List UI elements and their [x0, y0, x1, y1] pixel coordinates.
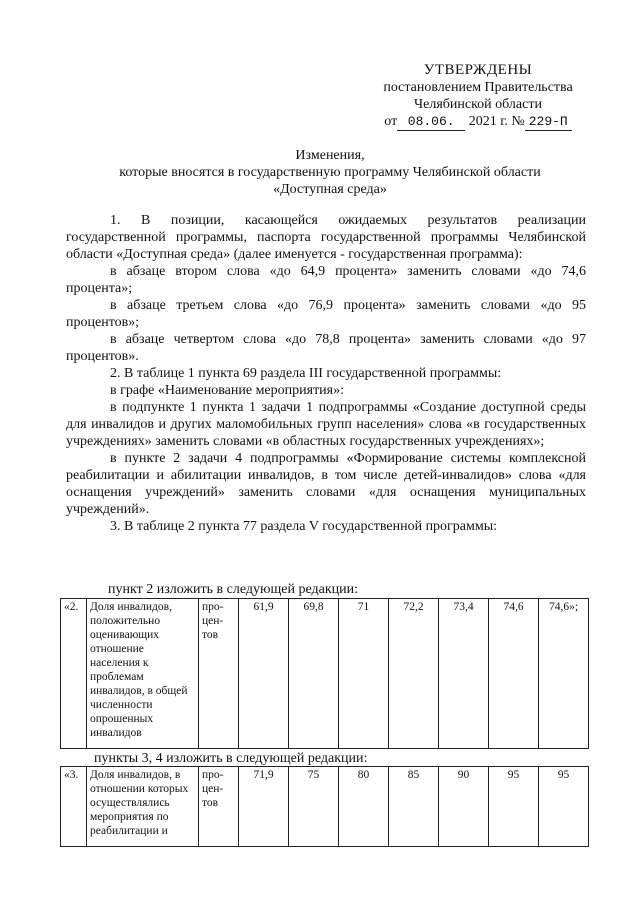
indicator-name: Доля инвалидов, положительно оценивающих отношение населения к проблемам инвалидов, в общей численности опрошенных инвалидов	[87, 599, 199, 749]
approval-stamp	[368, 62, 588, 131]
approval-date-line	[368, 113, 588, 131]
value-cell: 71	[339, 599, 389, 749]
indicator-name: Доля инвалидов, в отношении которых осуществлялись мероприятия по реабилитации и	[87, 767, 199, 847]
date-value: 08.06.	[397, 113, 465, 131]
title-line-2: которые вносятся в государственную программу Челябинской области	[119, 165, 541, 180]
table-row	[61, 599, 589, 749]
paragraph: в графе «Наименование мероприятия»:	[110, 383, 345, 398]
date-prefix: от	[384, 114, 398, 129]
table-items-3-4	[60, 766, 589, 847]
value-cell: 80	[339, 767, 389, 847]
value-cell: 85	[389, 767, 439, 847]
approval-heading: УТВЕРЖДЕНЫ	[423, 62, 533, 78]
year-text: 2021 г. №	[468, 114, 525, 129]
row-number: «2.	[61, 599, 87, 749]
subhead-item-2: пункт 2 изложить в следующей редакции:	[108, 582, 358, 597]
paragraph: 2. В таблице 1 пункта 69 раздела III государственной программы:	[110, 366, 502, 381]
row-number: «3.	[61, 767, 87, 847]
approval-line-2: Челябинской области	[414, 97, 542, 112]
value-cell: 69,8	[289, 599, 339, 749]
approval-line-1: постановлением Правительства	[383, 80, 573, 95]
document-body	[66, 212, 586, 535]
paragraph: в абзаце втором слова «до 64,9 процента» заменить словами «до 74,6 процента»;	[66, 264, 586, 296]
paragraph: в абзаце четвертом слова «до 78,8 процента» заменить словами «до 97 процентов».	[66, 332, 586, 364]
value-cell: 95	[489, 767, 539, 847]
value-cell: 72,2	[389, 599, 439, 749]
value-cell: 90	[439, 767, 489, 847]
paragraph: 3. В таблице 2 пункта 77 раздела V государственной программы:	[110, 519, 498, 534]
title-line-3: «Доступная среда»	[273, 182, 387, 197]
value-cell: 71,9	[239, 767, 289, 847]
paragraph: в пункте 2 задачи 4 подпрограммы «Формирование системы комплексной реабилитации и абилитации инвалидов, в том числе детей-инвалидов» слова «для оснащения учреждений» заменить словами «для оснащения муниципальных учреждений».	[66, 451, 586, 517]
paragraph: 1. В позиции, касающейся ожидаемых результатов реализации государственной программы, паспорта государственной программы Челябинской области «Доступная среда» (далее именуется - государственная программа):	[66, 213, 586, 262]
document-title	[60, 147, 600, 198]
table-item-2	[60, 598, 589, 749]
value-cell: 74,6	[489, 599, 539, 749]
unit: про-цен-тов	[199, 599, 239, 749]
value-cell: 73,4	[439, 599, 489, 749]
table-row	[61, 767, 589, 847]
value-cell: 74,6»;	[539, 599, 589, 749]
value-cell: 95	[539, 767, 589, 847]
title-line-1: Изменения,	[295, 148, 365, 163]
paragraph: в подпункте 1 пункта 1 задачи 1 подпрограммы «Создание доступной среды для инвалидов и других маломобильных групп населения» слова «в государственных учреждениях» заменить словами «в областных государственных учреждениях»;	[66, 400, 586, 449]
subhead-items-3-4: пункты 3, 4 изложить в следующей редакции:	[94, 751, 368, 766]
unit: про-цен-тов	[199, 767, 239, 847]
value-cell: 75	[289, 767, 339, 847]
document-number: 229-П	[525, 113, 572, 131]
value-cell: 61,9	[239, 599, 289, 749]
paragraph: в абзаце третьем слова «до 76,9 процента» заменить словами «до 95 процентов»;	[66, 298, 586, 330]
